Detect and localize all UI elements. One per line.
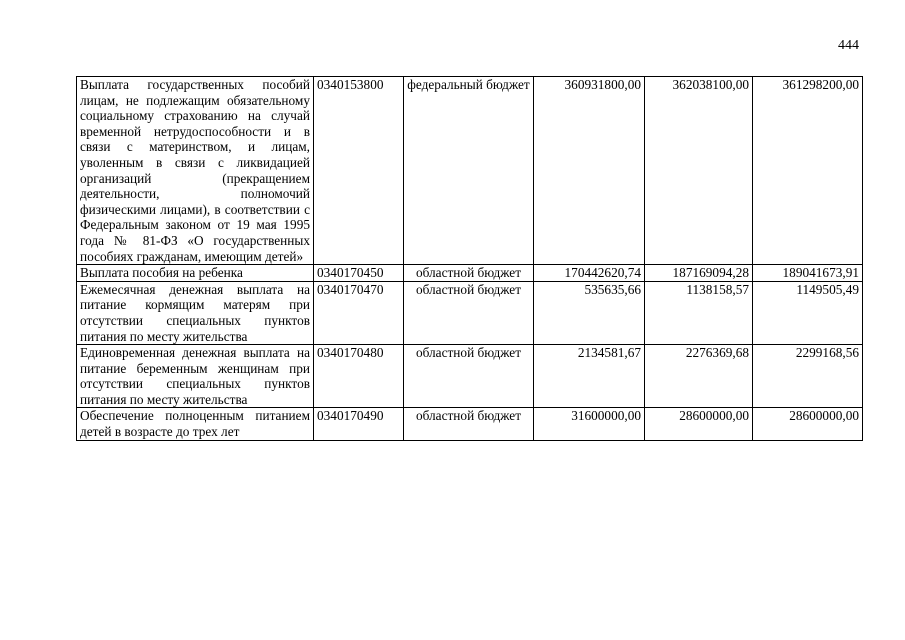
row-source-cell: областной бюджет bbox=[404, 265, 534, 282]
row-value-2-cell: 362038100,00 bbox=[645, 77, 753, 265]
row-code-cell: 0340170450 bbox=[314, 265, 404, 282]
table-row bbox=[77, 345, 863, 408]
row-value-3-cell: 189041673,91 bbox=[753, 265, 863, 282]
row-name-cell: Единовременная денежная выплата на питание беременным женщинам при отсутствии специальных пунктов питания по месту жительства bbox=[77, 345, 314, 408]
row-value-2-cell: 1138158,57 bbox=[645, 281, 753, 344]
row-value-1-cell: 360931800,00 bbox=[534, 77, 645, 265]
table-row bbox=[77, 408, 863, 440]
row-code-cell: 0340170490 bbox=[314, 408, 404, 440]
table-row bbox=[77, 77, 863, 265]
row-name-cell: Выплата пособия на ребенка bbox=[77, 265, 314, 282]
budget-table bbox=[76, 76, 863, 441]
table-row bbox=[77, 265, 863, 282]
row-name-cell: Выплата государственных пособий лицам, не подлежащим обязательному социальному страхованию на случай временной нетрудоспособности и в связи с материнством, и лицам, уволенным в связи с ликвидацией организаций (прекращением деятельности, полномочий физическими лицами), в соответствии с Федеральным законом от 19 мая 1995 года № 81-ФЗ «О государственных пособиях гражданам, имеющим детей» bbox=[77, 77, 314, 265]
row-value-1-cell: 170442620,74 bbox=[534, 265, 645, 282]
row-value-3-cell: 28600000,00 bbox=[753, 408, 863, 440]
row-name-cell: Ежемесячная денежная выплата на питание кормящим матерям при отсутствии специальных пунктов питания по месту жительства bbox=[77, 281, 314, 344]
row-value-1-cell: 535635,66 bbox=[534, 281, 645, 344]
row-code-cell: 0340170470 bbox=[314, 281, 404, 344]
row-code-cell: 0340170480 bbox=[314, 345, 404, 408]
row-code-cell: 0340153800 bbox=[314, 77, 404, 265]
row-source-cell: областной бюджет bbox=[404, 281, 534, 344]
row-source-cell: федеральный бюджет bbox=[404, 77, 534, 265]
page-number: 444 bbox=[838, 38, 859, 53]
row-value-2-cell: 28600000,00 bbox=[645, 408, 753, 440]
row-value-3-cell: 361298200,00 bbox=[753, 77, 863, 265]
row-value-3-cell: 1149505,49 bbox=[753, 281, 863, 344]
row-value-1-cell: 31600000,00 bbox=[534, 408, 645, 440]
row-value-1-cell: 2134581,67 bbox=[534, 345, 645, 408]
table-row bbox=[77, 281, 863, 344]
row-source-cell: областной бюджет bbox=[404, 345, 534, 408]
row-value-3-cell: 2299168,56 bbox=[753, 345, 863, 408]
row-name-cell: Обеспечение полноценным питанием детей в возрасте до трех лет bbox=[77, 408, 314, 440]
row-source-cell: областной бюджет bbox=[404, 408, 534, 440]
row-value-2-cell: 2276369,68 bbox=[645, 345, 753, 408]
row-value-2-cell: 187169094,28 bbox=[645, 265, 753, 282]
